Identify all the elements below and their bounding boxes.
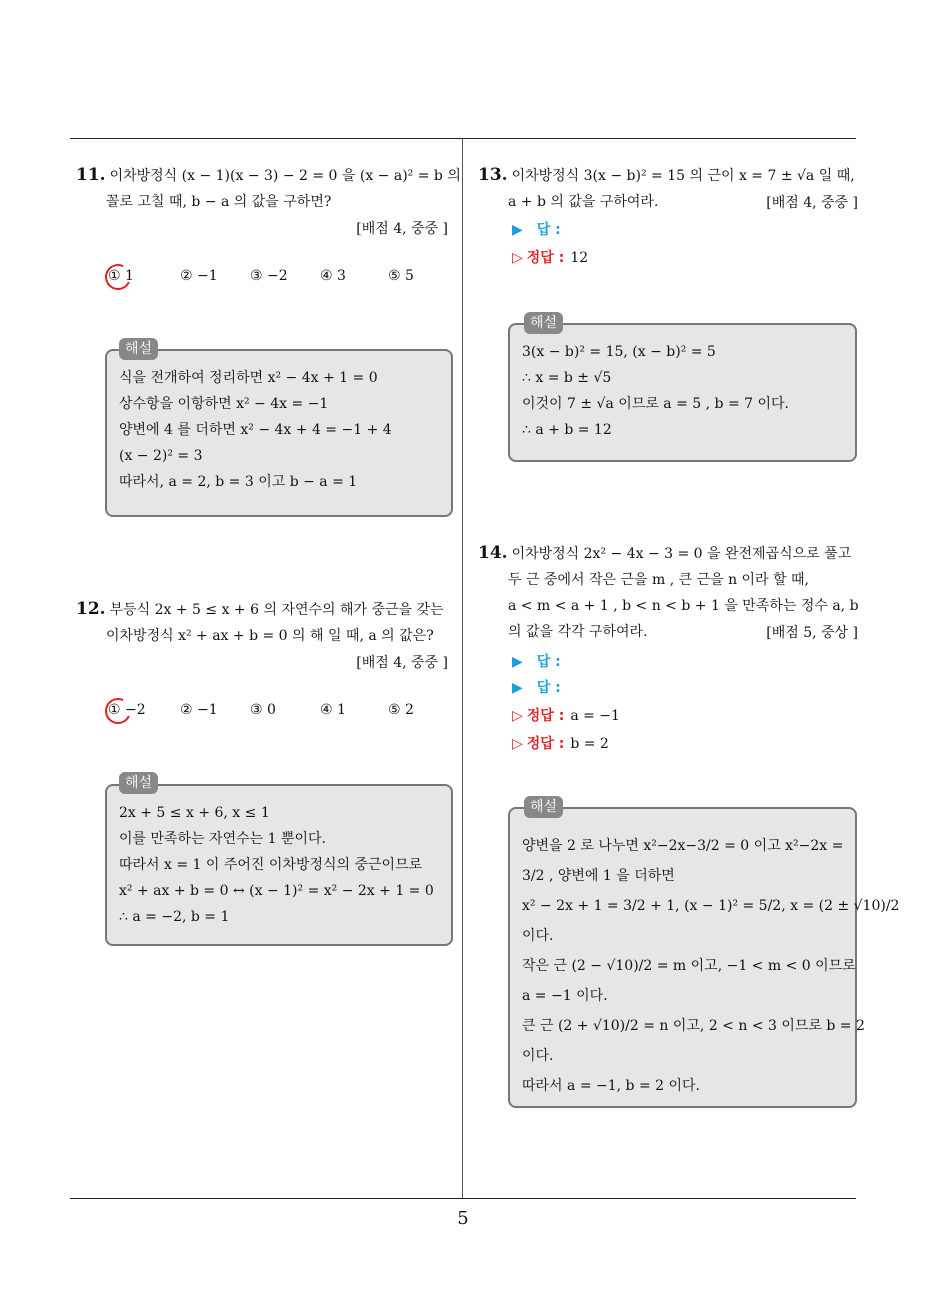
answer-label: 답 : (536, 680, 561, 696)
solution-line: ∴ x = b ± √5 (522, 370, 612, 386)
correct-value: a = −1 (570, 708, 620, 724)
solution-line: 큰 근 (2 + √10)/2 = n 이고, 2 < n < 3 이므로 b = 2 (522, 1018, 865, 1034)
solution-line: 이를 만족하는 자연수는 1 뿐이다. (119, 831, 326, 847)
choice-3[interactable]: ③ 0 (250, 702, 276, 718)
solution-line: x² − 2x + 1 = 3/2 + 1, (x − 1)² = 5/2, x = (2 ± √10)/2 (522, 898, 900, 914)
choice-1[interactable]: ① −2 (108, 702, 146, 718)
choice-3[interactable]: ③ −2 (250, 268, 288, 284)
answer-label: 답 : (536, 654, 561, 670)
choice-5[interactable]: ⑤ 2 (388, 702, 414, 718)
correct-answer-row (512, 706, 620, 726)
solution-line: 3(x − b)² = 15, (x − b)² = 5 (522, 344, 716, 360)
solution-box-13 (508, 323, 857, 462)
solution-line: a = −1 이다. (522, 988, 608, 1004)
choice-4[interactable]: ④ 1 (320, 702, 346, 718)
choice-1[interactable]: ① 1 (108, 268, 134, 284)
choices-11 (108, 268, 414, 284)
question-text: 부등식 2x + 5 ≤ x + 6 의 자연수의 해가 중근을 갖는 (109, 602, 444, 618)
question-number: 12. (76, 599, 106, 619)
score-meta: [배점 5, 중상 ] (766, 625, 858, 641)
choice-5[interactable]: ⑤ 5 (388, 268, 414, 284)
question-number: 13. (478, 165, 508, 185)
answer-label: 답 : (536, 222, 561, 238)
correct-answer-row (512, 248, 588, 268)
question-11 (76, 162, 461, 215)
solution-tag: 해설 (524, 796, 563, 818)
triangle-icon: ▶ (512, 680, 523, 696)
question-text: 두 근 중에서 작은 근을 m , 큰 근을 n 이라 할 때, (508, 572, 809, 588)
solution-line: 식을 전개하여 정리하면 x² − 4x + 1 = 0 (119, 370, 378, 386)
outline-triangle-icon: ▷ (512, 250, 523, 266)
choice-4[interactable]: ④ 3 (320, 268, 346, 284)
correct-label: 정답 : (526, 250, 565, 266)
page-number: 5 (457, 1208, 469, 1229)
question-text: a < m < a + 1 , b < n < b + 1 을 만족하는 정수 a, b (508, 598, 859, 614)
question-text: 이차방정식 x² + ax + b = 0 의 해 일 때, a 의 값은? (106, 628, 434, 644)
answer-row (512, 678, 561, 698)
top-rule (70, 138, 856, 139)
solution-line: 양변에 4 를 더하면 x² − 4x + 4 = −1 + 4 (119, 422, 392, 438)
solution-line: 따라서, a = 2, b = 3 이고 b − a = 1 (119, 474, 358, 490)
correct-answer-row (512, 734, 609, 754)
question-text: 이차방정식 2x² − 4x − 3 = 0 을 완전제곱식으로 풀고 (511, 546, 852, 562)
answer-row (512, 220, 561, 240)
solution-line: 상수항을 이항하면 x² − 4x = −1 (119, 396, 329, 412)
solution-line: ∴ a + b = 12 (522, 422, 612, 438)
question-text: a + b 의 값을 구하여라. (508, 194, 659, 210)
question-text: 이차방정식 3(x − b)² = 15 의 근이 x = 7 ± √a 일 때, (511, 168, 855, 184)
solution-box-11 (105, 349, 453, 517)
answer-row (512, 652, 561, 672)
question-text: 이차방정식 (x − 1)(x − 3) − 2 = 0 을 (x − a)² = b 의 (109, 168, 461, 184)
solution-line: 작은 근 (2 − √10)/2 = m 이고, −1 < m < 0 이므로 (522, 958, 856, 974)
solution-tag: 해설 (119, 338, 158, 360)
solution-line: x² + ax + b = 0 ↔ (x − 1)² = x² − 2x + 1 = 0 (119, 883, 434, 899)
bottom-rule (70, 1198, 856, 1199)
solution-line: 이것이 7 ± √a 이므로 a = 5 , b = 7 이다. (522, 396, 789, 412)
score-meta: [배점 4, 중중 ] (766, 195, 858, 211)
column-divider (462, 139, 463, 1198)
triangle-icon: ▶ (512, 222, 523, 238)
question-number: 11. (76, 165, 106, 185)
question-12 (76, 596, 444, 649)
choices-12 (108, 702, 414, 718)
solution-line: 따라서 x = 1 이 주어진 이차방정식의 중근이므로 (119, 857, 423, 873)
choice-2[interactable]: ② −1 (180, 268, 218, 284)
solution-line: 3/2 , 양변에 1 을 더하면 (522, 868, 675, 884)
correct-value: 12 (570, 250, 589, 266)
solution-tag: 해설 (119, 772, 158, 794)
solution-box-12 (105, 784, 453, 946)
correct-label: 정답 : (526, 736, 565, 752)
solution-line: (x − 2)² = 3 (119, 448, 203, 464)
solution-line: ∴ a = −2, b = 1 (119, 909, 230, 925)
choice-2[interactable]: ② −1 (180, 702, 218, 718)
solution-line: 이다. (522, 1048, 554, 1064)
score-meta: [배점 4, 중중 ] (356, 221, 448, 237)
score-meta: [배점 4, 중중 ] (356, 655, 448, 671)
solution-box-14 (508, 807, 900, 1108)
question-text: 꼴로 고칠 때, b − a 의 값을 구하면? (106, 194, 332, 210)
outline-triangle-icon: ▷ (512, 736, 523, 752)
correct-value: b = 2 (570, 736, 609, 752)
question-number: 14. (478, 543, 508, 563)
solution-line: 양변을 2 로 나누면 x²−2x−3/2 = 0 이고 x²−2x = (522, 838, 844, 854)
solution-line: 2x + 5 ≤ x + 6, x ≤ 1 (119, 805, 270, 821)
solution-line: 이다. (522, 928, 554, 944)
solution-line: 따라서 a = −1, b = 2 이다. (522, 1078, 700, 1094)
question-text: 의 값을 각각 구하여라. (508, 624, 648, 640)
correct-label: 정답 : (526, 708, 565, 724)
outline-triangle-icon: ▷ (512, 708, 523, 724)
triangle-icon: ▶ (512, 654, 523, 670)
solution-tag: 해설 (524, 312, 563, 334)
